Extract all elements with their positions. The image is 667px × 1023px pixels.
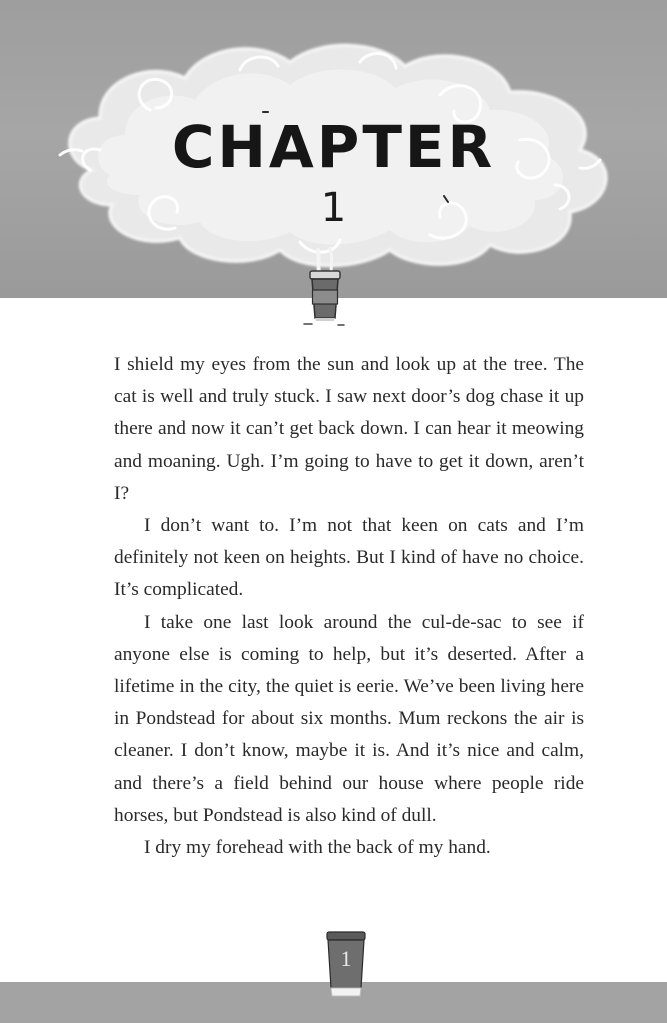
coffee-cup-icon — [300, 268, 350, 328]
chapter-number: 1 — [320, 185, 347, 231]
chapter-body-text — [114, 349, 584, 864]
chapter-heading: CHAPTER — [171, 113, 496, 181]
page-number: 1 — [340, 946, 352, 971]
paragraph: I shield my eyes from the sun and look up at the tree. The cat is well and truly stuck. I saw next door’s dog chase it up there and now it can’t get back down. I can hear it meowing and moaning. Ugh. I’m going to have to get it down, aren’t I? — [114, 354, 584, 504]
paragraph: I dry my forehead with the back of my hand. — [144, 837, 491, 859]
paragraph: I take one last look around the cul-de-sac to see if anyone else is coming to help, but it’s deserted. After a lifetime in the city, the quiet is eerie. We’ve been living here in Pondstead for about six months. Mum reckons the air is cleaner. I don’t know, maybe it is. And it’s nice and calm, and there’s a field behind our house where people ride horses, but Pondstead is also kind of dull. — [114, 611, 584, 826]
paragraph: I don’t want to. I’m not that keen on cats and I’m definitely not keen on heights. But I kind of have no choice. It’s complicated. — [114, 515, 584, 601]
